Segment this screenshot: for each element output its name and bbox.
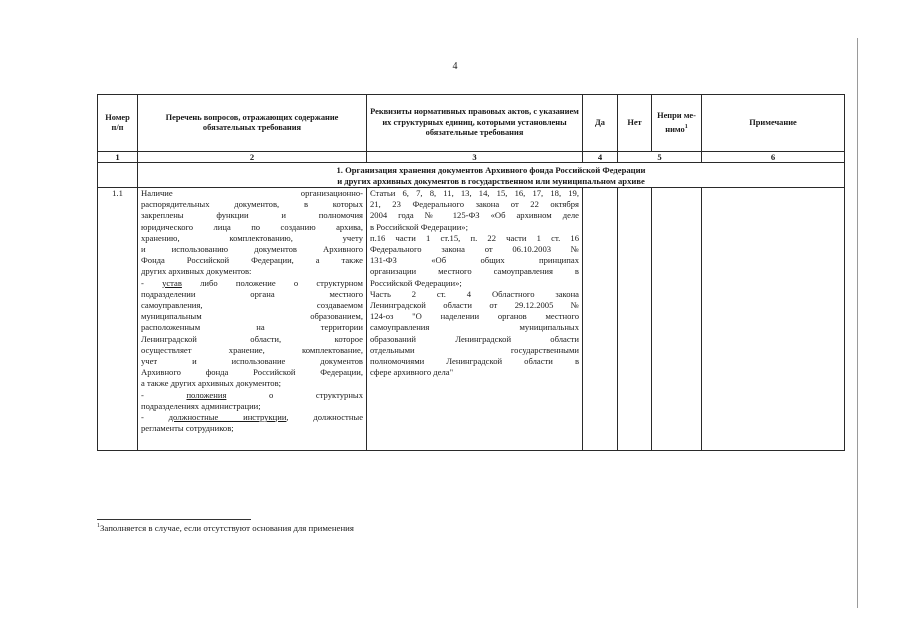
- question-line: Фонда Российской Федерации, а также: [141, 255, 363, 266]
- requisite-line: Часть 2 ст. 4 Областного закона: [370, 288, 579, 299]
- doc-item-text: расположенным на территории: [141, 322, 363, 333]
- header-yes: Да: [583, 95, 618, 152]
- doc-item-text: самоуправления, создаваемом: [141, 300, 363, 311]
- doc-item-text: подразделениях администрации;: [141, 400, 261, 411]
- requisite-line: Российской Федерации»;: [370, 277, 462, 288]
- checklist-table: [97, 94, 845, 451]
- requisite-line: 131-ФЗ «Об общих принципах: [370, 255, 579, 266]
- requisite-line: Федерального закона от 06.10.2003 №: [370, 244, 579, 255]
- doc-item-job-instructions: - должностные инструкции, должностные: [141, 412, 364, 423]
- requisite-line: образований Ленинградской области: [370, 333, 579, 344]
- row-number: 1.1: [98, 188, 138, 451]
- doc-item-regulations: - положения о структурных: [141, 389, 363, 400]
- question-line: юридического лица по созданию архива,: [141, 221, 363, 232]
- requisite-line: самоуправления муниципальных: [370, 322, 579, 333]
- footnote: [97, 523, 354, 533]
- column-number-3: 3: [367, 152, 583, 163]
- doc-item-text: либо положение о структурном: [181, 277, 363, 288]
- requisite-line: Ленинградской области от 29.12.2005 №: [370, 300, 579, 311]
- requisite-line: полномочиями Ленинградской области в: [370, 356, 579, 367]
- question-line: других архивных документов:: [141, 266, 252, 277]
- requisite-line: 2004 года № 125-ФЗ «Об архивном деле: [370, 210, 579, 221]
- column-number-2: 2: [138, 152, 367, 163]
- question-line: и использованию документов Архивного: [141, 244, 363, 255]
- doc-item-text: о структурных: [226, 389, 363, 400]
- requisite-line: отдельными государственными: [370, 344, 579, 355]
- section-title: [138, 163, 845, 188]
- column-number-6: 6: [702, 152, 845, 163]
- question-cell: [138, 188, 367, 451]
- header-not-applicable-label: Непри ме- нимо: [657, 111, 696, 134]
- requisite-line: в Российской Федерации»;: [370, 221, 468, 232]
- requisite-line: Статьи 6, 7, 8, 11, 13, 14, 15, 16, 17, 18, 19,: [370, 188, 579, 198]
- section-row: [98, 163, 845, 188]
- header-row: [98, 95, 845, 152]
- section-title-line-1: 1. Организация хранения документов Архивного фонда Российской Федерации: [336, 165, 646, 175]
- not-applicable-cell[interactable]: [652, 188, 702, 451]
- page-number: 4: [452, 61, 458, 72]
- requisites-cell: [367, 188, 583, 451]
- column-number-5: 5: [618, 152, 702, 163]
- question-line: хранению, комплектованию, учету: [141, 232, 363, 243]
- doc-item-text: подразделении органа местного: [141, 288, 363, 299]
- section-title-line-2: и других архивных документов в государственном или муниципальном архиве: [337, 176, 645, 186]
- question-line: закреплены функции и полномочия: [141, 210, 363, 221]
- table-row: [98, 188, 845, 451]
- requisite-line: 21, 23 Федерального закона от 22 октября: [370, 199, 579, 210]
- doc-item-text: а также других архивных документов;: [141, 378, 282, 389]
- doc-item-charter: - устав либо положение о структурном: [141, 277, 363, 288]
- page-edge-rule: [857, 38, 858, 608]
- yes-cell[interactable]: [583, 188, 618, 451]
- doc-item-text: регламенты сотрудников;: [141, 423, 234, 434]
- doc-term-job-instructions: должностные инструкции: [168, 412, 287, 423]
- header-note: Примечание: [702, 95, 845, 152]
- footnote-text: Заполняется в случае, если отсутствуют основания для применения: [100, 523, 354, 533]
- section-blank-cell: [98, 163, 138, 188]
- question-line: Наличие организационно-: [141, 188, 363, 198]
- doc-item-text: муниципальным образованием,: [141, 311, 363, 322]
- footnote-separator: [97, 519, 251, 520]
- requisite-line: организации местного самоуправления в: [370, 266, 579, 277]
- no-cell[interactable]: [618, 188, 652, 451]
- header-requisites: Реквизиты нормативных правовых актов, с указанием их структурных единиц, которыми установлены обязательные требования: [367, 95, 583, 152]
- column-number-1: 1: [98, 152, 138, 163]
- doc-term-charter: устав: [162, 277, 182, 288]
- note-cell[interactable]: [702, 188, 845, 451]
- doc-item-text: Архивного фонда Российской Федерации,: [141, 367, 363, 378]
- column-number-4: 4: [583, 152, 618, 163]
- footnote-mark: 1: [97, 523, 100, 530]
- requisite-line: п.16 части 1 ст.15, п. 22 части 1 ст. 16: [370, 232, 579, 243]
- header-no: Нет: [618, 95, 652, 152]
- question-line: распорядительных документов, в которых: [141, 199, 363, 210]
- header-number: Номер п/п: [98, 95, 138, 152]
- doc-item-text: , должностные: [286, 412, 364, 423]
- doc-item-text: учет и использование документов: [141, 356, 363, 367]
- doc-item-text: осуществляет хранение, комплектование,: [141, 344, 363, 355]
- doc-item-text: Ленинградской области, которое: [141, 333, 363, 344]
- header-questions: Перечень вопросов, отражающих содержание обязательных требования: [138, 95, 367, 152]
- header-not-applicable: [652, 95, 702, 152]
- requisite-line: 124-оз "О наделении органов местного: [370, 311, 579, 322]
- column-numbers-row: [98, 152, 845, 163]
- doc-term-regulations: положения: [186, 389, 227, 400]
- footnote-ref: 1: [684, 123, 688, 130]
- requisite-line: сфере архивного дела": [370, 367, 454, 378]
